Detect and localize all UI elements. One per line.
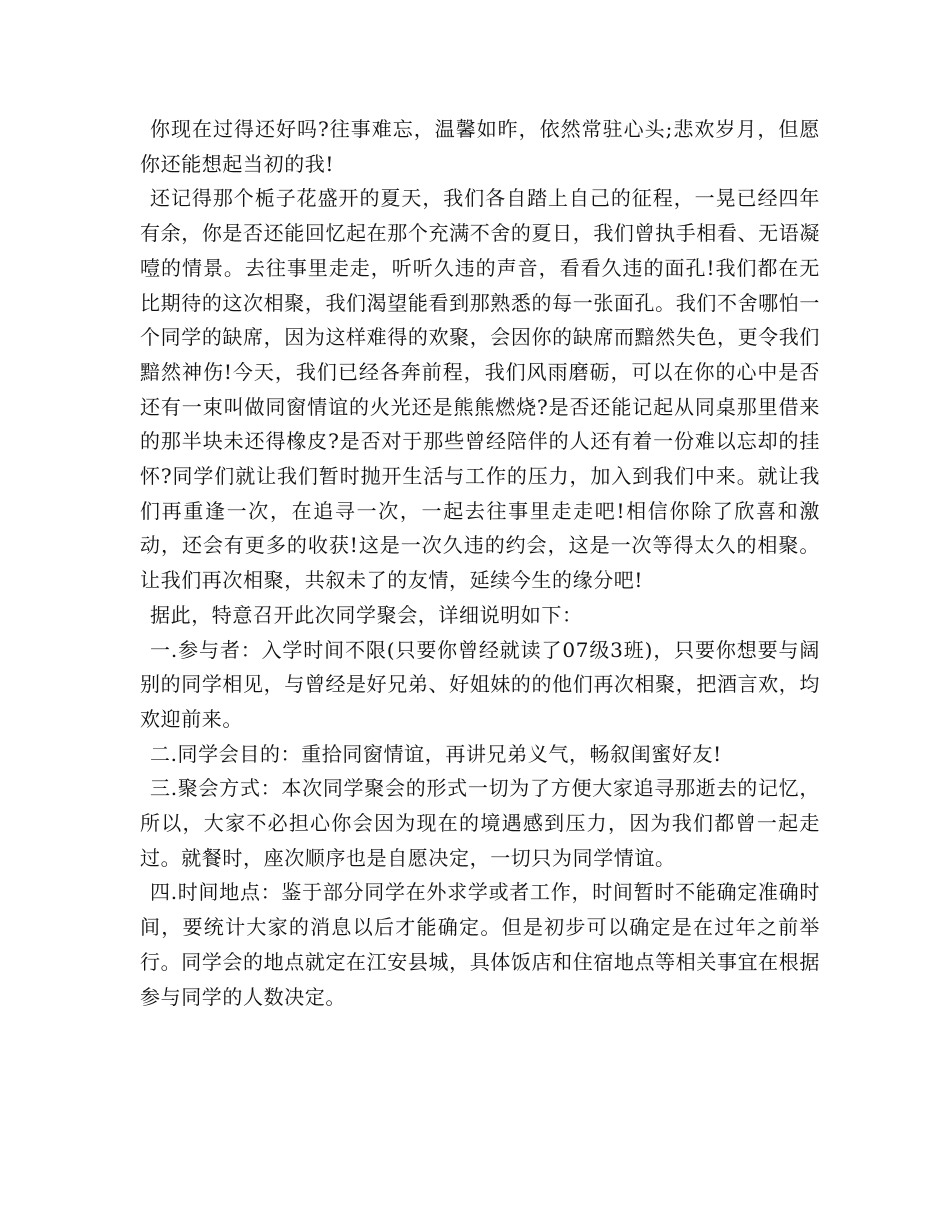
paragraph-greeting: 你现在过得还好吗?往事难忘，温馨如昨，依然常驻心头;悲欢岁月，但愿你还能想起当初的我!	[140, 117, 820, 176]
paragraph-participants: 一.参与者：入学时间不限(只要你曾经就读了07级3班)，只要你想要与阔别的同学相见，与曾经是好兄弟、好姐妹的的他们再次相聚，把酒言欢，均欢迎前来。	[140, 637, 820, 731]
paragraph-time-location: 四.时间地点：鉴于部分同学在外求学或者工作，时间暂时不能确定准确时间，要统计大家的消息以后才能确定。但是初步可以确定是在过年之前举行。同学会的地点就定在江安县城，具体饭店和住宿地点等相关事宜在根据参与同学的人数决定。	[140, 880, 820, 1009]
paragraph-format: 三.聚会方式：本次同学聚会的形式一切为了方便大家追寻那逝去的记忆，所以，大家不必担心你会因为现在的境遇感到压力，因为我们都曾一起走过。就餐时，座次顺序也是自愿决定，一切只为同学情谊。	[140, 776, 820, 870]
paragraph-purpose: 二.同学会目的：重拾同窗情谊，再讲兄弟义气，畅叙闺蜜好友!	[150, 741, 722, 766]
paragraph-memories: 还记得那个栀子花盛开的夏天，我们各自踏上自己的征程，一晃已经四年有余，你是否还能回忆起在那个充满不舍的夏日，我们曾执手相看、无语凝噎的情景。去往事里走走，听听久违的声音，看看久违的面孔!我们都在无比期待的这次相聚，我们渴望能看到那熟悉的每一张面孔。我们不舍哪怕一个同学的缺席，因为这样难得的欢聚，会因你的缺席而黯然失色，更令我们黯然神伤!今天，我们已经各奔前程，我们风雨磨砺，可以在你的心中是否还有一束叫做同窗情谊的火光还是熊熊燃烧?是否还能记起从同桌那里借来的那半块未还得橡皮?是否对于那些曾经陪伴的人还有着一份难以忘却的挂怀?同学们就让我们暂时抛开生活与工作的压力，加入到我们中来。就让我们再重逢一次，在追寻一次，一起去往事里走走吧!相信你除了欣喜和激动，还会有更多的收获!这是一次久违的约会，这是一次等得太久的相聚。让我们再次相聚，共叙未了的友情，延续今生的缘分吧!	[140, 186, 820, 593]
document-body	[140, 112, 820, 1014]
paragraph-intro: 据此，特意召开此次同学聚会，详细说明如下：	[150, 602, 583, 627]
